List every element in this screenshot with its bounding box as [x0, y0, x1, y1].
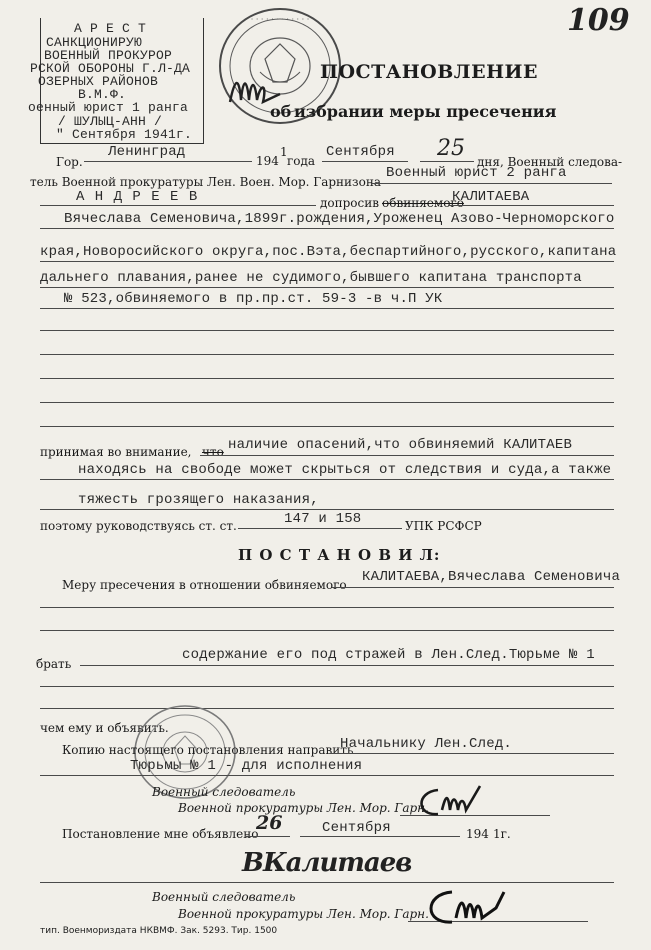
- investigator-name: А Н Д Р Е Е В: [76, 189, 199, 205]
- considering-line: наличие опасений,что обвиняемий КАЛИТАЕВ: [228, 437, 573, 453]
- announce-label: чем ему и объявить.: [40, 721, 169, 735]
- year-prefix: 194: [256, 154, 279, 168]
- body-underline: [40, 308, 614, 309]
- announced-year-suffix: 1г.: [493, 827, 511, 841]
- investigator-signature-icon: [408, 780, 488, 824]
- decree-heading: П О С Т А Н О В И Л:: [238, 546, 441, 564]
- investigator-signature-icon: [418, 878, 528, 934]
- svg-text:· · · · · · · · · · · ·: · · · · · · · · · · · ·: [250, 15, 310, 24]
- accused-underline: [448, 205, 614, 206]
- copy-label: Копию настоящего постановления направить: [62, 743, 354, 757]
- gor-label: Гор.: [56, 155, 83, 169]
- city-value: Ленинград: [108, 144, 186, 160]
- announced-day: 26: [256, 812, 283, 834]
- choose-underline: [80, 665, 614, 666]
- stamp-line: РСКОЙ ОБОРОНЫ Г.Л-ДА: [30, 61, 191, 76]
- month-value: Сентября: [326, 144, 395, 160]
- city-underline: [84, 161, 252, 162]
- accused-signature: ВКалитаев: [242, 848, 412, 878]
- body-underline: [40, 261, 614, 262]
- investigator-title: Военный следователь: [152, 785, 296, 799]
- investigator-underline: [40, 205, 316, 206]
- copy-value: Начальнику Лен.След.: [340, 736, 513, 752]
- considering-line: находясь на свободе может скрыться от следствия и суда,а также: [78, 462, 612, 478]
- code-label: УПК РСФСР: [405, 519, 482, 533]
- month-underline: [322, 161, 408, 162]
- body-line: дальнего плавания,ранее не судимого,бывшего капитана транспорта: [40, 270, 582, 286]
- articles-underline: [238, 528, 402, 529]
- measure-label: Меру пресечения в отношении обвиняемого: [62, 578, 347, 592]
- announced-month-underline: [300, 836, 460, 837]
- blank-line: [40, 607, 614, 608]
- blank-line: [40, 330, 614, 331]
- stamp-line: А Р Е С Т: [74, 21, 147, 36]
- body-line: Вячеслава Семеновича,1899г.рождения,Уроженец Азово-Черноморского: [64, 211, 615, 227]
- blank-line: [40, 708, 614, 709]
- choose-value: содержание его под стражей в Лен.След.Тюрьме № 1: [182, 647, 595, 663]
- copy-underline: [330, 753, 614, 754]
- investigator-office: Военной прокуратуры Лен. Мор. Гарн.: [178, 801, 429, 815]
- stamp-line: / ШУЛЫЦ-АНН /: [58, 114, 163, 129]
- stamp-line: ВОЕННЫЙ ПРОКУРОР: [44, 48, 173, 63]
- guided-label: поэтому руководствуясь ст. ст.: [40, 519, 237, 533]
- day-value: 25: [437, 136, 465, 161]
- considering-label: принимая во внимание,: [40, 445, 192, 459]
- blank-line: [40, 630, 614, 631]
- considering-line: тяжесть грозящего наказания,: [78, 492, 319, 508]
- articles-value: 147 и 158: [284, 511, 362, 527]
- body-underline: [40, 287, 614, 288]
- blank-line: [40, 354, 614, 355]
- year-suffix: года: [287, 154, 316, 168]
- considering-underline: [40, 509, 614, 510]
- document-title: ПОСТАНОВЛЕНИЕ: [320, 61, 538, 83]
- document-subtitle-prefix: об: [270, 102, 292, 121]
- stamp-line: оенный юрист 1 ранга: [28, 100, 189, 115]
- measure-underline: [332, 587, 614, 588]
- body-underline: [40, 228, 614, 229]
- blank-line: [40, 426, 614, 427]
- interrogated-label: допросив: [320, 196, 379, 210]
- copy-value: Тюрьмы № 1 - для исполнения: [130, 758, 363, 774]
- stamp-line: САНКЦИОНИРУЮ: [46, 35, 143, 50]
- stamp-line: " Сентября 1941г.: [56, 127, 193, 142]
- announced-year-prefix: 194: [466, 827, 489, 841]
- printer-footer: тип. Военмориздата НКВМФ. Зак. 5293. Тир. 1500: [40, 926, 278, 936]
- considering-struck: что: [202, 445, 224, 459]
- considering-underline: [200, 455, 614, 456]
- accused-struck-label: обвиняемого: [382, 196, 464, 210]
- document-subtitle: избрании меры пресечения: [294, 102, 557, 121]
- rank-value: Военный юрист 2 ранга: [386, 165, 567, 181]
- body-line: края,Новоросийского округа,пос.Вэта,беспартийного,русского,капитана: [40, 244, 617, 260]
- days-label: дня, Военный следова-: [477, 155, 623, 169]
- stamp-line: В.М.Ф.: [78, 87, 127, 102]
- rank-underline: [372, 183, 612, 184]
- accused-surname: КАЛИТАЕВА: [452, 189, 530, 205]
- stamp-line: ОЗЕРНЫХ РАЙОНОВ: [38, 74, 159, 89]
- day-underline: [420, 161, 474, 162]
- measure-value: КАЛИТАЕВА,Вячеслава Семеновича: [362, 569, 621, 585]
- blank-line: [40, 686, 614, 687]
- choose-label: брать: [36, 657, 72, 671]
- page-number: 109: [567, 3, 630, 38]
- investigator-title: Военный следователь: [152, 890, 296, 904]
- blank-line: [40, 402, 614, 403]
- announced-month: Сентября: [322, 820, 391, 836]
- investigator-office-label: тель Военной прокуратуры Лен. Воен. Мор. Гарнизона: [30, 175, 381, 189]
- body-line: № 523,обвиняемого в пр.пр.ст. 59-3 -в ч.П УК: [64, 291, 443, 307]
- blank-line: [40, 378, 614, 379]
- announced-day-underline: [246, 836, 290, 837]
- considering-underline: [40, 479, 614, 480]
- copy-underline: [40, 775, 614, 776]
- year-digit: 1: [280, 145, 288, 159]
- announced-label: Постановление мне объявлено: [62, 827, 259, 841]
- investigator-office: Военной прокуратуры Лен. Мор. Гарн.: [178, 907, 429, 921]
